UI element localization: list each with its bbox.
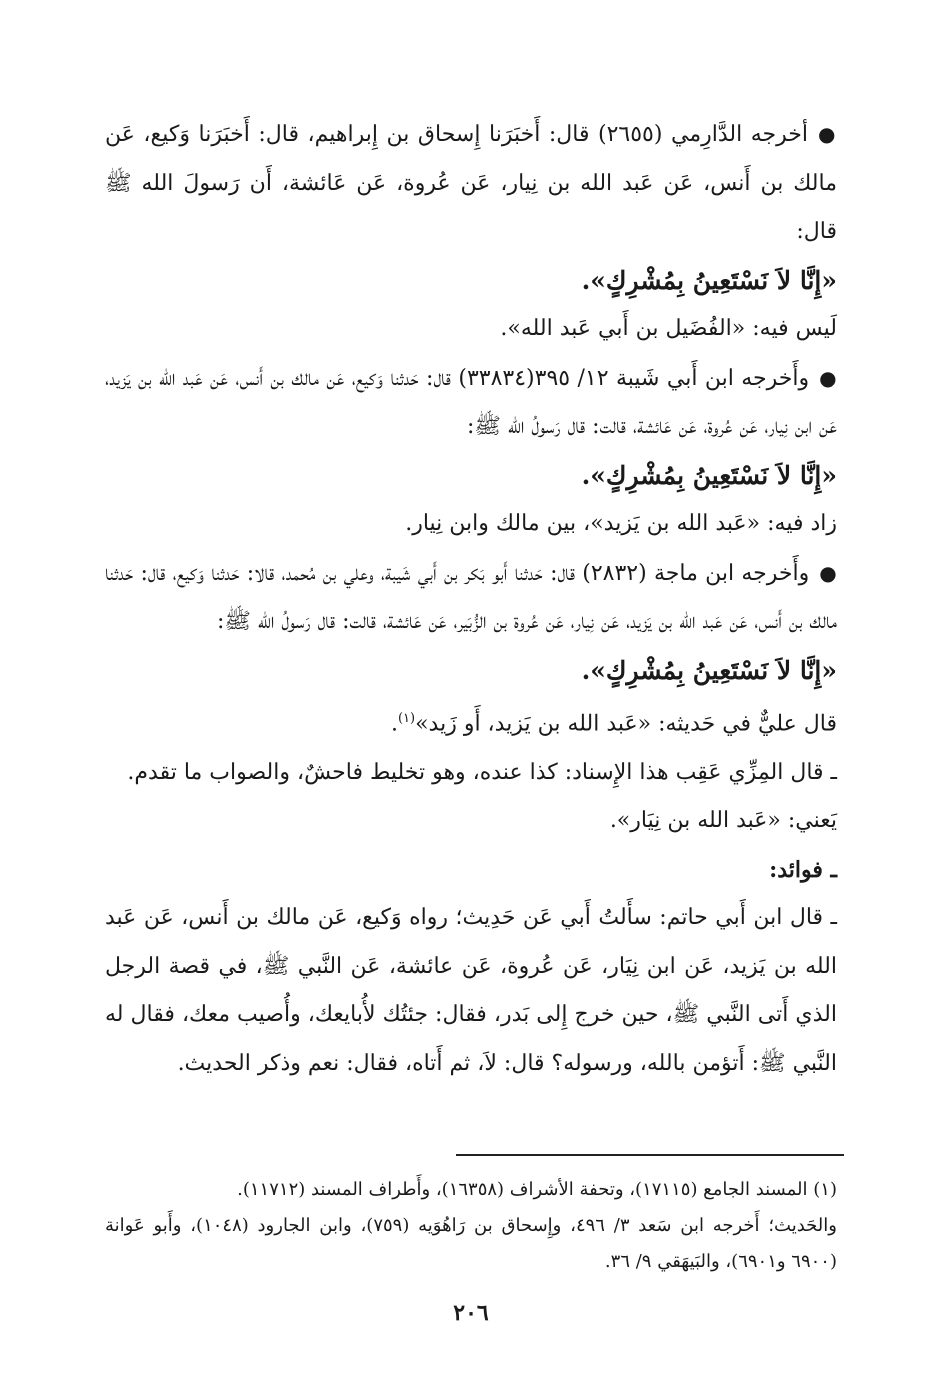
paragraph-ibn-majah [105, 549, 837, 647]
section-heading: ـ فوائد: [769, 856, 837, 883]
note-line: لَيس فيه: «الفُضَيل بن أَبي عَبد الله». [500, 316, 837, 341]
paragraph-text: وأَخرجه ابن أَبي شَيبة ١٢/ ٣٩٥(٣٣٨٣٤) قال: حَدثنا وَكيع، عَن مالك بن أَنس، عَن عَبد الله بن يَزيد، عَن ابن نِيار، عَن عُروة، عَن عَائشة، قالت: قال رَسولُ الله ﷺ: [105, 365, 837, 439]
hadith-quote: «إِنَّا لاَ نَسْتَعِينُ بِمُشْرِكٍ». [581, 265, 837, 295]
footnote-reference: (١) [397, 711, 416, 726]
footnote-1: (١) المسند الجامع (١٧١١٥)، وتحفة الأشراف (١٦٣٥٨)، وأَطراف المسند (١١٧١٢). [237, 1179, 837, 1200]
page-number: ٢٠٦ [453, 1300, 489, 1326]
note-line [105, 695, 837, 749]
bullet-icon: ● [819, 560, 837, 585]
note-line: زاد فيه: «عَبد الله بن يَزيد»، بين مالك وابن نِيار. [405, 511, 837, 536]
note-line: يَعني: «عَبد الله بن نِيَار». [609, 808, 837, 834]
bullet-icon: ● [818, 122, 837, 146]
footnote-divider [456, 1154, 844, 1156]
paragraph-text: أخرجه الدَّارِمي (٢٦٥٥) قال: أَخبَرَنا إِسحاق بن إِبراهيم، قال: أَخبَرَنا وَكيع، عَن مالك بن أَنس، عَن عَبد الله بن نِيار، عَن عُروة، عَن عَائشة، أَن رَسولَ الله ﷺ قال: [105, 122, 837, 244]
footnotes [105, 1172, 837, 1280]
bullet-icon: ● [819, 365, 838, 390]
main-text [105, 110, 837, 1088]
footnote-2: والحَديث؛ أَخرجه ابن سَعد ٣/ ٤٩٦، وإِسحاق بن رَاهُوَيه (٧٥٩)، وابن الجارود (١٠٤٨)، وأَبو عَوانة (٦٩٠٠ و٦٩٠١)، والبَيهَقي ٩/ ٣٦. [105, 1215, 837, 1272]
note-text: قال عليٌّ في حَديثه: «عَبد الله بن يَزيد، أَو زَيد» [415, 711, 837, 737]
paragraph-ibn-abi-hatim: ـ قال ابن أَبي حاتم: سأَلتُ أَبي عَن حَدِيث؛ رواه وَكيع، عَن مالك بن أَنس، عَن عَبد الله بن يَزيد، عَن ابن نِيَار، عَن عُروة، عَن عائشة، عَن النَّبي ﷺ، في قصة الرجل الذي أَتى النَّبي ﷺ، حين خرج إِلى بَدر، فقال: جئتُك لأُبايعك، وأُصيب معك، فقال له النَّبي ﷺ: أَتؤمن بالله، ورسوله؟ قال: لاَ، ثم أَتاه، فقال: نعم وذكر الحديث. [105, 905, 837, 1076]
paragraph-ibn-abi-shayba [105, 354, 837, 452]
note-line: ـ قال المِزِّي عَقِب هذا الإِسناد: كذا عنده، وهو تخليط فاحشٌ، والصواب ما تقدم. [127, 759, 837, 785]
paragraph-darimi [105, 110, 837, 257]
hadith-quote: «إِنَّا لاَ نَسْتَعِينُ بِمُشْرِكٍ». [581, 655, 837, 685]
paragraph-text: وأَخرجه ابن ماجة (٢٨٣٢) قال: حَدثنا أَبو بَكر بن أَبي شَيبة، وعلي بن مُحمد، قالا: حَدثنا وَكيع، قال: حَدثنا مالك بن أَنس، عَن عَبد الله بن يَزيد، عَن نِيار، عَن عُروة بن الزُّبَير، عَن عَائشة، قالت: قال رَسولُ الله ﷺ: [105, 560, 837, 634]
note-end: . [390, 711, 398, 737]
hadith-quote: «إِنَّا لاَ نَسْتَعِينُ بِمُشْرِكٍ». [581, 460, 837, 490]
